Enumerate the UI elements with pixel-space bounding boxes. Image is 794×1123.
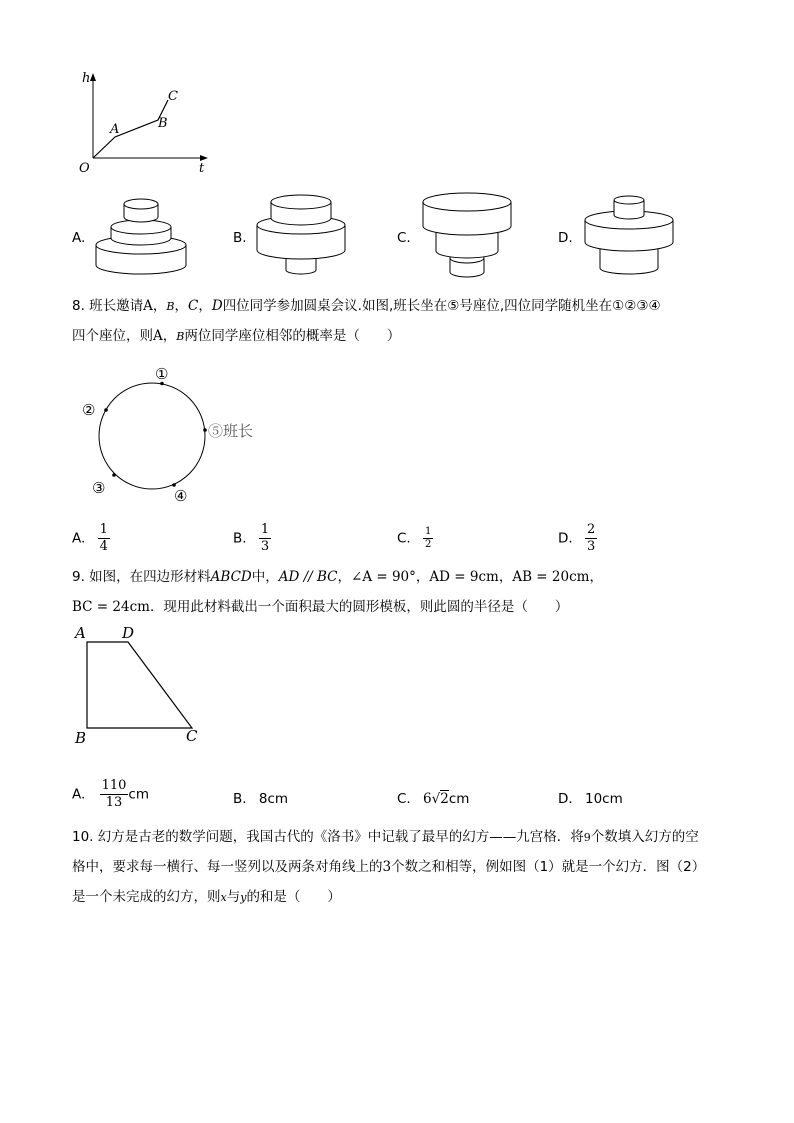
q9-condition-bc: BC = 24cm — [72, 599, 150, 615]
q8-option-c[interactable] — [397, 526, 433, 551]
fraction-numerator: 1 — [260, 522, 270, 537]
graph-o-label: O — [79, 161, 90, 176]
q10-variable-x: x — [220, 891, 227, 904]
q9-condition-ad: AD = 9cm — [429, 569, 499, 585]
fraction-numerator: 110 — [101, 778, 127, 793]
q10-number-nine: 9 — [583, 831, 591, 844]
q10-stem-text: 是一个未完成的幻方，则 — [72, 889, 221, 905]
q9-condition-angle: ∠A = 90° — [351, 569, 416, 585]
q8-option-b[interactable] — [233, 522, 271, 555]
q9-sep: ， — [589, 569, 603, 585]
graph-a-label: A — [110, 122, 120, 137]
fraction-denominator: 13 — [105, 795, 123, 810]
q7-distance-time-graph — [70, 65, 220, 180]
q9-option-c[interactable] — [397, 789, 469, 809]
q8-name-d: D — [211, 298, 223, 314]
option-letter: C. — [397, 530, 411, 547]
q10-question-tail: 的和是（ ） — [246, 889, 341, 905]
q9-option-a[interactable] — [72, 778, 149, 811]
fraction-numerator: 1 — [425, 526, 432, 537]
unit-label: cm — [448, 791, 470, 807]
q10-stem-line2 — [72, 857, 705, 877]
q9-option-d[interactable] — [558, 789, 623, 809]
graph-t-label: t — [199, 161, 205, 176]
q7-option-d-letter[interactable]: D. — [558, 230, 573, 246]
seat-2-dot — [104, 408, 108, 412]
fraction-denominator: 3 — [260, 539, 270, 554]
option-value: 8cm — [258, 791, 289, 807]
q10-stem-line1 — [72, 827, 699, 848]
q8-name-a: A — [153, 328, 163, 344]
vertex-a-label: A — [75, 624, 86, 642]
q10-stem-text: 格中，要求每一横行、每一竖列以及两条对角线上的 — [72, 859, 383, 875]
seat-5-label: ⑤班长 — [208, 422, 254, 440]
q9-stem-line1 — [72, 567, 603, 587]
q9-sep: ， — [337, 569, 352, 585]
q9-stem-text: 中， — [251, 569, 279, 585]
q8-option-d[interactable] — [558, 522, 597, 555]
q8-stem-rest: 四位同学参加圆桌会议.如图,班长坐在⑤号座位,四位同学随机坐在①②③④ — [222, 298, 661, 314]
q8-name-b: B — [176, 330, 185, 343]
fraction-numerator: 2 — [586, 522, 596, 537]
q10-variable-y: y — [240, 891, 247, 904]
fraction-numerator: 1 — [99, 522, 108, 537]
q7-option-b-figure[interactable] — [252, 190, 352, 280]
q9-condition-ab: AB = 20cm — [512, 569, 590, 585]
option-letter: A. — [72, 530, 86, 547]
q7-option-a-figure[interactable] — [92, 190, 192, 280]
q8-sep: ， — [162, 328, 177, 344]
radicand: 2 — [440, 791, 449, 807]
q8-name-a: A — [143, 298, 153, 314]
option-letter: C. — [397, 791, 411, 807]
fraction-denominator: 3 — [586, 539, 596, 554]
vertex-b-label: B — [75, 729, 87, 747]
q8-question-tail: 两位同学座位相邻的概率是（ ） — [184, 328, 401, 344]
q8-stem-line2-prefix: 四个座位，则 — [72, 328, 153, 344]
graph-c-label: C — [168, 89, 178, 104]
q10-number-three: 3 — [382, 859, 392, 875]
graph-b-label: B — [158, 116, 168, 131]
option-letter: B. — [233, 530, 247, 547]
option-value: 10cm — [584, 791, 623, 807]
q8-sep: ， — [174, 298, 189, 314]
q10-stem-text: 个数之和相等，例如图（1）就是一个幻方．图（2） — [391, 859, 706, 875]
option-letter: A. — [72, 786, 86, 803]
q10-stem-text: 与 — [226, 889, 241, 905]
q8-stem-prefix: 8. 班长邀请 — [72, 298, 144, 314]
fraction-denominator: 2 — [425, 539, 432, 550]
q8-option-a[interactable] — [72, 522, 110, 555]
q7-option-b-letter[interactable]: B. — [233, 230, 247, 246]
q8-sep: ， — [198, 298, 212, 314]
q7-option-a-letter[interactable]: A. — [72, 230, 86, 246]
q8-stem-line2 — [72, 326, 400, 347]
vertex-d-label: D — [122, 624, 135, 642]
option-letter: D. — [558, 791, 573, 807]
radical-sign: √ — [431, 791, 441, 807]
option-letter: D. — [558, 530, 573, 547]
q9-sep: ， — [498, 569, 513, 585]
q9-quadrilateral-name: ABCD — [210, 569, 252, 585]
option-letter: B. — [233, 791, 247, 807]
fraction-denominator: 4 — [99, 539, 108, 554]
q8-name-b: B — [166, 300, 175, 313]
q8-round-table-diagram — [78, 362, 278, 512]
q7-option-d-figure[interactable] — [580, 190, 680, 280]
q9-sep: ， — [415, 569, 430, 585]
q9-condition-parallel: AD // BC — [278, 569, 338, 585]
q9-question-tail: ．现用此材料截出一个面积最大的圆形模板，则此圆的半径是（ ） — [149, 599, 569, 615]
q8-stem-line1 — [72, 296, 661, 317]
graph-h-label: h — [82, 71, 91, 86]
q9-stem-line2 — [72, 597, 568, 617]
q10-stem-line3 — [72, 887, 341, 908]
seat-2-label: ② — [82, 401, 96, 419]
q9-option-b[interactable] — [233, 789, 288, 809]
radical-coefficient: 6 — [423, 791, 432, 807]
q7-option-c-letter[interactable]: C. — [397, 230, 411, 246]
seat-4-label: ④ — [174, 487, 188, 505]
seat-3-label: ③ — [92, 479, 106, 497]
unit-label: cm — [128, 786, 149, 803]
q10-stem-prefix: 10. 幻方是古老的数学问题，我国古代的《洛书》中记载了最早的幻方——九宫格．将 — [72, 829, 584, 845]
q8-sep: ， — [152, 298, 167, 314]
q7-option-c-figure[interactable] — [418, 188, 518, 283]
q9-stem-prefix: 9. 如图，在四边形材料 — [72, 569, 211, 585]
seat-1-label: ① — [155, 365, 169, 383]
q8-name-c: C — [188, 298, 199, 314]
q9-trapezoid-diagram — [70, 620, 220, 750]
vertex-c-label: C — [186, 727, 198, 745]
seat-5-dot — [203, 428, 207, 432]
q10-stem-text: 个数填入幻方的空 — [590, 829, 699, 845]
seat-3-dot — [112, 473, 116, 477]
